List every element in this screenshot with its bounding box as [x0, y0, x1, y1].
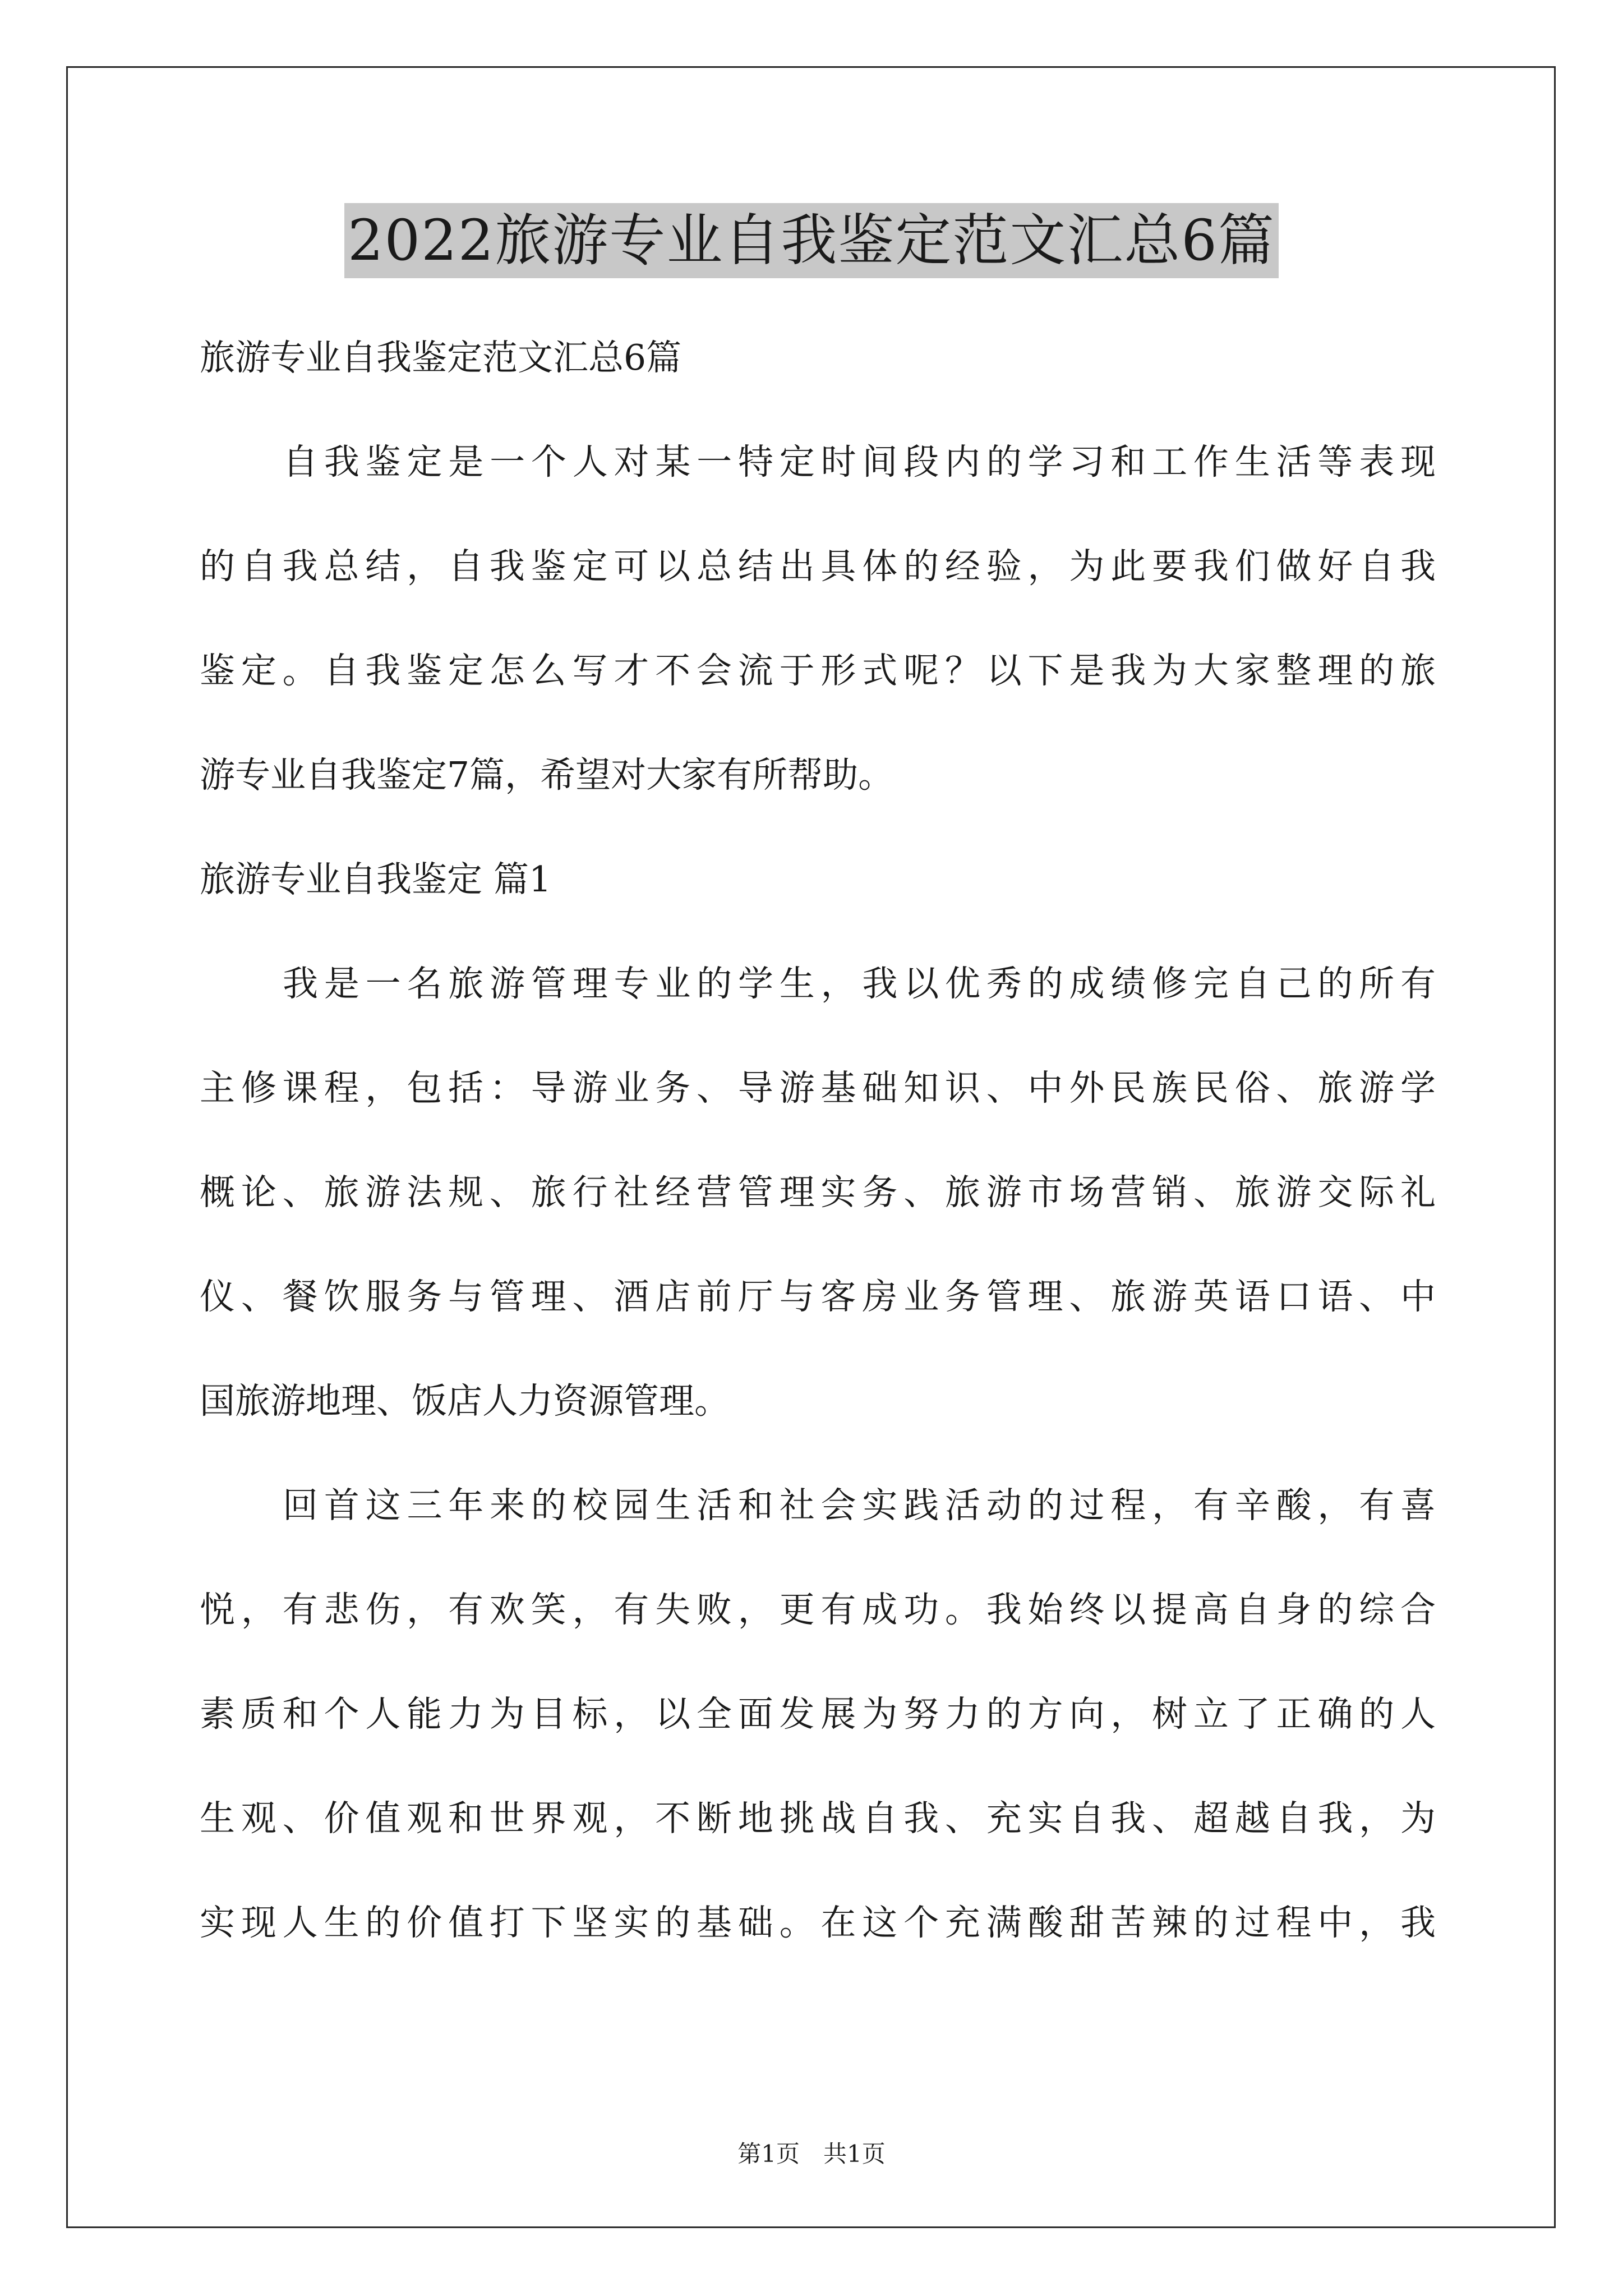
document-title: 2022旅游专业自我鉴定范文汇总6篇: [344, 203, 1279, 278]
section-heading: 旅游专业自我鉴定 篇1: [200, 859, 552, 900]
paragraph-line: 仪、餐饮服务与管理、酒店前厅与客房业务管理、旅游英语口语、中: [200, 1276, 1436, 1317]
intro-line: 鉴定。自我鉴定怎么写才不会流于形式呢？以下是我为大家整理的旅: [200, 650, 1436, 691]
paragraph-line: 悦，有悲伤，有欢笑，有失败，更有成功。我始终以提高自身的综合: [200, 1589, 1436, 1630]
intro-line: 的自我总结，自我鉴定可以总结出具体的经验，为此要我们做好自我: [200, 546, 1436, 587]
paragraph-line: 概论、旅游法规、旅行社经营管理实务、旅游市场营销、旅游交际礼: [200, 1172, 1436, 1213]
intro-line: 游专业自我鉴定7篇，希望对大家有所帮助。: [200, 754, 894, 795]
paragraph-line: 回首这三年来的校园生活和社会实践活动的过程，有辛酸，有喜: [283, 1485, 1436, 1526]
paragraph-line: 实现人生的价值打下坚实的基础。在这个充满酸甜苦辣的过程中，我: [200, 1902, 1436, 1943]
paragraph-line: 主修课程，包括：导游业务、导游基础知识、中外民族民俗、旅游学: [200, 1068, 1436, 1108]
paragraph-line: 国旅游地理、饭店人力资源管理。: [200, 1381, 730, 1421]
document-body: [200, 306, 1436, 1975]
paragraph-line: 生观、价值观和世界观，不断地挑战自我、充实自我、超越自我，为: [200, 1798, 1436, 1839]
paragraph-line: 素质和个人能力为目标，以全面发展为努力的方向，树立了正确的人: [200, 1694, 1436, 1734]
intro-line: 自我鉴定是一个人对某一特定时间段内的学习和工作生活等表现: [283, 441, 1436, 482]
paragraph-line: 我是一名旅游管理专业的学生，我以优秀的成绩修完自己的所有: [283, 963, 1436, 1004]
title-container: [0, 203, 1623, 278]
page-footer: 第1页 共1页: [737, 2140, 886, 2168]
subtitle: 旅游专业自我鉴定范文汇总6篇: [200, 337, 682, 378]
